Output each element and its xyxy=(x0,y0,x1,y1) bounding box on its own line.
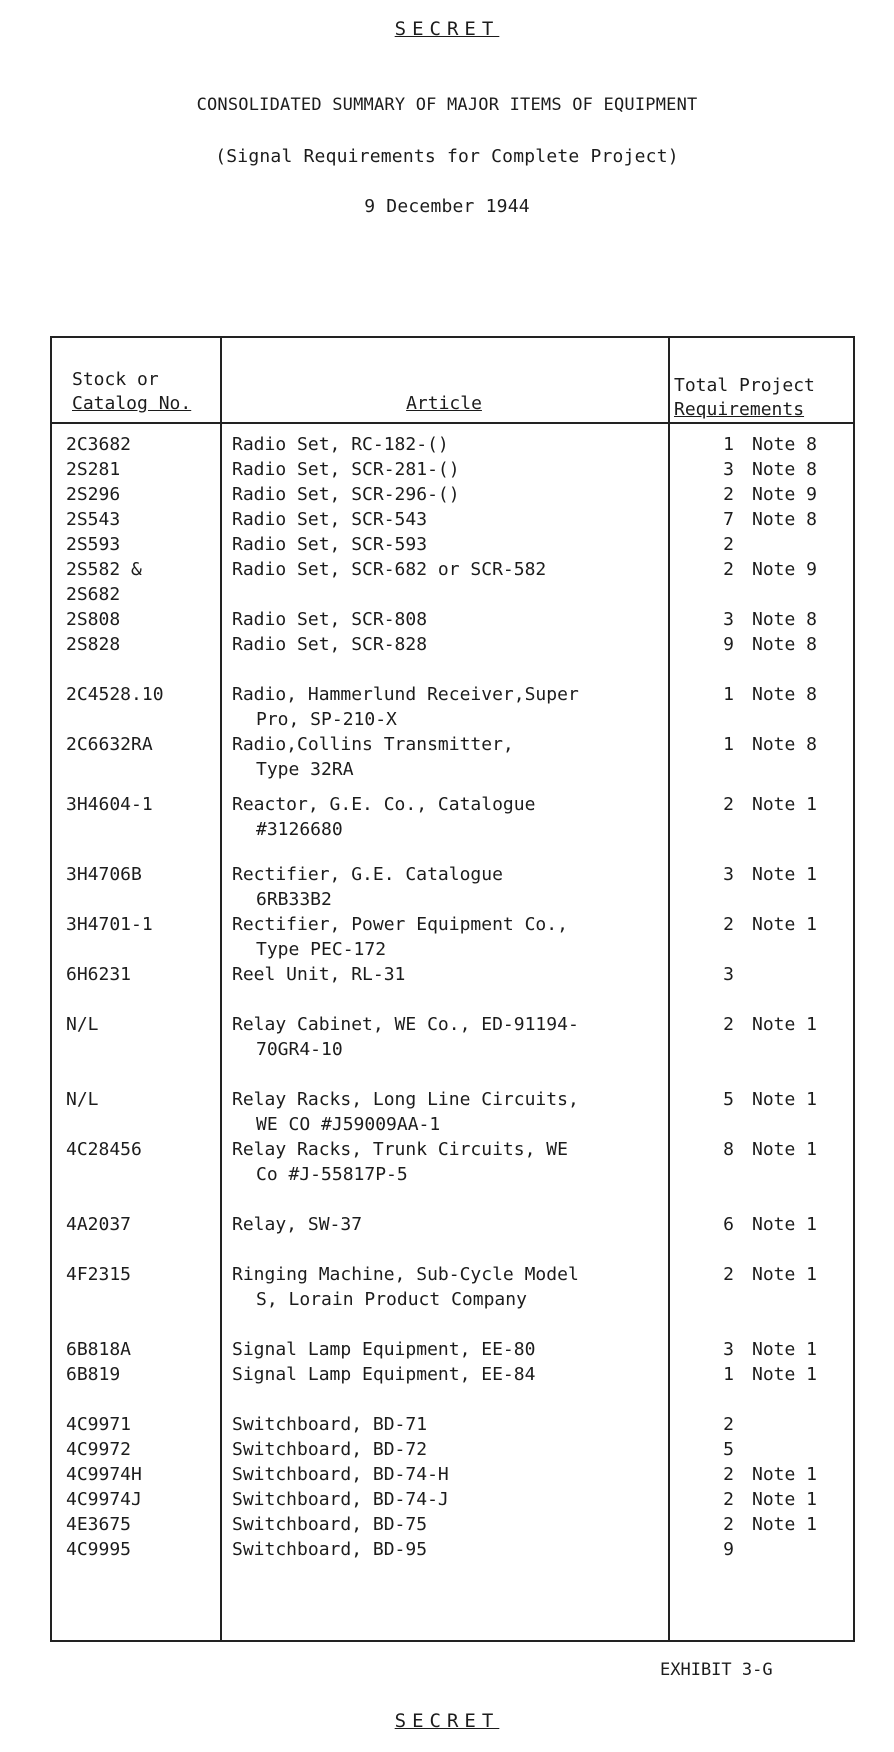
requirement-note: Note 1 xyxy=(752,1089,818,1110)
requirement-quantity: 6 xyxy=(723,1214,734,1235)
requirement-quantity: 2 xyxy=(723,559,734,580)
requirement-note: Note 1 xyxy=(752,1514,818,1535)
article-cell xyxy=(232,792,662,842)
document-title: CONSOLIDATED SUMMARY OF MAJOR ITEMS OF EQUIPMENT xyxy=(196,95,698,115)
requirement-note: Note 1 xyxy=(752,1464,818,1485)
requirement-quantity: 1 xyxy=(723,684,734,705)
article-cell xyxy=(232,507,662,532)
requirement-note: Note 8 xyxy=(752,684,818,705)
article-cell xyxy=(232,1337,662,1362)
requirement-note: Note 8 xyxy=(752,459,818,480)
article-continuation: 70GR4-10 xyxy=(256,1039,343,1060)
column-divider xyxy=(668,338,670,1640)
article-name: Signal Lamp Equipment, EE-84 xyxy=(232,1364,536,1385)
article-name: Switchboard, BD-95 xyxy=(232,1539,428,1560)
article-cell xyxy=(232,1462,662,1487)
requirement-quantity: 1 xyxy=(723,1364,734,1385)
article-cell xyxy=(232,1537,662,1562)
requirement-quantity: 2 xyxy=(723,794,734,815)
stock-catalog-number: 4E3675 xyxy=(66,1514,132,1535)
requirement-quantity: 9 xyxy=(723,1539,734,1560)
requirement-note: Note 1 xyxy=(752,864,818,885)
requirement-quantity: 2 xyxy=(723,914,734,935)
article-name: Signal Lamp Equipment, EE-80 xyxy=(232,1339,536,1360)
stock-catalog-number: 2C6632RA xyxy=(66,734,153,755)
requirement-note: Note 1 xyxy=(752,1364,818,1385)
article-name: Reel Unit, RL-31 xyxy=(232,964,406,985)
article-cell xyxy=(232,482,662,507)
article-cell xyxy=(232,1512,662,1537)
requirement-note: Note 8 xyxy=(752,634,818,655)
stock-catalog-number: 2S296 xyxy=(66,484,121,505)
requirement-note: Note 8 xyxy=(752,509,818,530)
article-continuation: S, Lorain Product Company xyxy=(256,1289,527,1310)
article-cell xyxy=(232,1087,662,1137)
article-cell xyxy=(232,1012,662,1062)
classification-footer xyxy=(0,1710,894,1732)
article-cell xyxy=(232,1137,662,1187)
header-total-requirements xyxy=(674,374,815,422)
stock-catalog-number: 2C4528.10 xyxy=(66,684,164,705)
article-continuation: WE CO #J59009AA-1 xyxy=(256,1114,441,1135)
article-cell xyxy=(232,732,662,782)
stock-catalog-number: 4C9972 xyxy=(66,1439,132,1460)
header-divider xyxy=(52,422,853,424)
classification-marking: SECRET xyxy=(394,1710,500,1732)
requirement-quantity: 1 xyxy=(723,434,734,455)
equipment-table xyxy=(50,336,855,1642)
article-name: Radio Set, SCR-828 xyxy=(232,634,428,655)
requirement-quantity: 7 xyxy=(723,509,734,530)
article-name: Ringing Machine, Sub-Cycle Model xyxy=(232,1264,579,1285)
requirement-quantity: 1 xyxy=(723,734,734,755)
article-continuation: Co #J-55817P-5 xyxy=(256,1164,408,1185)
article-name: Radio,Collins Transmitter, xyxy=(232,734,514,755)
exhibit-label: EXHIBIT 3-G xyxy=(660,1660,773,1680)
stock-catalog-number: 6B819 xyxy=(66,1364,121,1385)
requirement-quantity: 3 xyxy=(723,609,734,630)
requirement-note: Note 8 xyxy=(752,609,818,630)
header-article-label: Article xyxy=(406,393,482,414)
classification-marking: SECRET xyxy=(394,18,500,40)
stock-catalog-number: 2C3682 xyxy=(66,434,132,455)
requirement-quantity: 8 xyxy=(723,1139,734,1160)
article-name: Switchboard, BD-71 xyxy=(232,1414,428,1435)
article-cell xyxy=(232,607,662,632)
requirement-note: Note 8 xyxy=(752,734,818,755)
article-name: Switchboard, BD-74-H xyxy=(232,1464,449,1485)
article-name: Radio Set, SCR-593 xyxy=(232,534,428,555)
header-total-line2: Requirements xyxy=(674,399,805,420)
article-name: Switchboard, BD-75 xyxy=(232,1514,428,1535)
article-name: Relay Racks, Trunk Circuits, WE xyxy=(232,1139,568,1160)
header-total-line1: Total Project xyxy=(674,375,815,396)
requirement-quantity: 3 xyxy=(723,864,734,885)
requirement-note: Note 1 xyxy=(752,794,818,815)
requirement-quantity: 3 xyxy=(723,964,734,985)
requirement-quantity: 2 xyxy=(723,484,734,505)
document-subtitle: (Signal Requirements for Complete Project) xyxy=(215,146,679,167)
header-article xyxy=(220,392,668,416)
article-cell xyxy=(232,457,662,482)
stock-catalog-number: 2S593 xyxy=(66,534,121,555)
header-stock-line2: Catalog No. xyxy=(72,393,192,414)
requirement-quantity: 2 xyxy=(723,1414,734,1435)
stock-catalog-number: 4C9974H xyxy=(66,1464,142,1485)
stock-catalog-number: 4F2315 xyxy=(66,1264,132,1285)
document-date: 9 December 1944 xyxy=(364,196,530,217)
article-continuation: #3126680 xyxy=(256,819,343,840)
requirement-note: Note 9 xyxy=(752,559,818,580)
header-stock-line1: Stock or xyxy=(72,369,159,390)
requirement-note: Note 1 xyxy=(752,1214,818,1235)
article-name: Radio Set, SCR-682 or SCR-582 xyxy=(232,559,547,580)
requirement-note: Note 9 xyxy=(752,484,818,505)
article-cell xyxy=(232,532,662,557)
article-cell xyxy=(232,1487,662,1512)
requirement-quantity: 5 xyxy=(723,1439,734,1460)
requirement-quantity: 9 xyxy=(723,634,734,655)
article-cell xyxy=(232,1437,662,1462)
stock-catalog-number: 4C28456 xyxy=(66,1139,142,1160)
article-cell xyxy=(232,1362,662,1387)
requirement-quantity: 2 xyxy=(723,1489,734,1510)
article-cell xyxy=(232,682,662,732)
article-name: Radio, Hammerlund Receiver,Super xyxy=(232,684,579,705)
article-name: Switchboard, BD-72 xyxy=(232,1439,428,1460)
article-name: Relay, SW-37 xyxy=(232,1214,363,1235)
stock-catalog-number: 2S808 xyxy=(66,609,121,630)
article-continuation: Type 32RA xyxy=(256,759,354,780)
article-continuation: Type PEC-172 xyxy=(256,939,387,960)
article-name: Relay Racks, Long Line Circuits, xyxy=(232,1089,579,1110)
requirement-quantity: 2 xyxy=(723,1514,734,1535)
requirement-note: Note 1 xyxy=(752,1489,818,1510)
article-cell xyxy=(232,1262,662,1312)
requirement-note: Note 1 xyxy=(752,1339,818,1360)
article-name: Radio Set, SCR-543 xyxy=(232,509,428,530)
classification-header xyxy=(0,18,894,40)
article-cell xyxy=(232,1212,662,1237)
article-cell xyxy=(232,962,662,987)
stock-catalog-number: 3H4706B xyxy=(66,864,142,885)
stock-catalog-number: 3H4604-1 xyxy=(66,794,153,815)
stock-catalog-number: 2S582 & 2S682 xyxy=(66,559,142,605)
stock-catalog-number: 4C9995 xyxy=(66,1539,132,1560)
stock-catalog-number: 4A2037 xyxy=(66,1214,132,1235)
stock-catalog-number: N/L xyxy=(66,1014,99,1035)
requirement-quantity: 2 xyxy=(723,1014,734,1035)
article-name: Radio Set, SCR-296-() xyxy=(232,484,460,505)
stock-catalog-number: 4C9971 xyxy=(66,1414,132,1435)
article-cell xyxy=(232,862,662,912)
header-stock-catalog xyxy=(72,368,191,416)
column-divider xyxy=(220,338,222,1640)
requirement-note: Note 1 xyxy=(752,914,818,935)
requirement-quantity: 2 xyxy=(723,1464,734,1485)
article-name: Rectifier, Power Equipment Co., xyxy=(232,914,568,935)
stock-catalog-number: 2S828 xyxy=(66,634,121,655)
requirement-quantity: 3 xyxy=(723,1339,734,1360)
requirement-note: Note 1 xyxy=(752,1264,818,1285)
requirement-quantity: 2 xyxy=(723,534,734,555)
article-name: Radio Set, RC-182-() xyxy=(232,434,449,455)
article-name: Switchboard, BD-74-J xyxy=(232,1489,449,1510)
stock-catalog-number: 6H6231 xyxy=(66,964,132,985)
requirement-note: Note 8 xyxy=(752,434,818,455)
requirement-quantity: 2 xyxy=(723,1264,734,1285)
article-name: Radio Set, SCR-808 xyxy=(232,609,428,630)
article-name: Relay Cabinet, WE Co., ED-91194- xyxy=(232,1014,579,1035)
article-name: Reactor, G.E. Co., Catalogue xyxy=(232,794,536,815)
stock-catalog-number: 6B818A xyxy=(66,1339,132,1360)
article-cell xyxy=(232,1412,662,1437)
article-cell xyxy=(232,912,662,962)
article-continuation: 6RB33B2 xyxy=(256,889,332,910)
article-cell xyxy=(232,557,662,582)
requirement-quantity: 5 xyxy=(723,1089,734,1110)
stock-catalog-number: 2S281 xyxy=(66,459,121,480)
stock-catalog-number: 4C9974J xyxy=(66,1489,142,1510)
requirement-note: Note 1 xyxy=(752,1139,818,1160)
article-continuation: Pro, SP-210-X xyxy=(256,709,397,730)
stock-catalog-number: 2S543 xyxy=(66,509,121,530)
article-cell xyxy=(232,432,662,457)
stock-catalog-number: 3H4701-1 xyxy=(66,914,153,935)
requirement-quantity: 3 xyxy=(723,459,734,480)
article-cell xyxy=(232,632,662,657)
article-name: Radio Set, SCR-281-() xyxy=(232,459,460,480)
requirement-note: Note 1 xyxy=(752,1014,818,1035)
article-name: Rectifier, G.E. Catalogue xyxy=(232,864,503,885)
stock-catalog-number: N/L xyxy=(66,1089,99,1110)
